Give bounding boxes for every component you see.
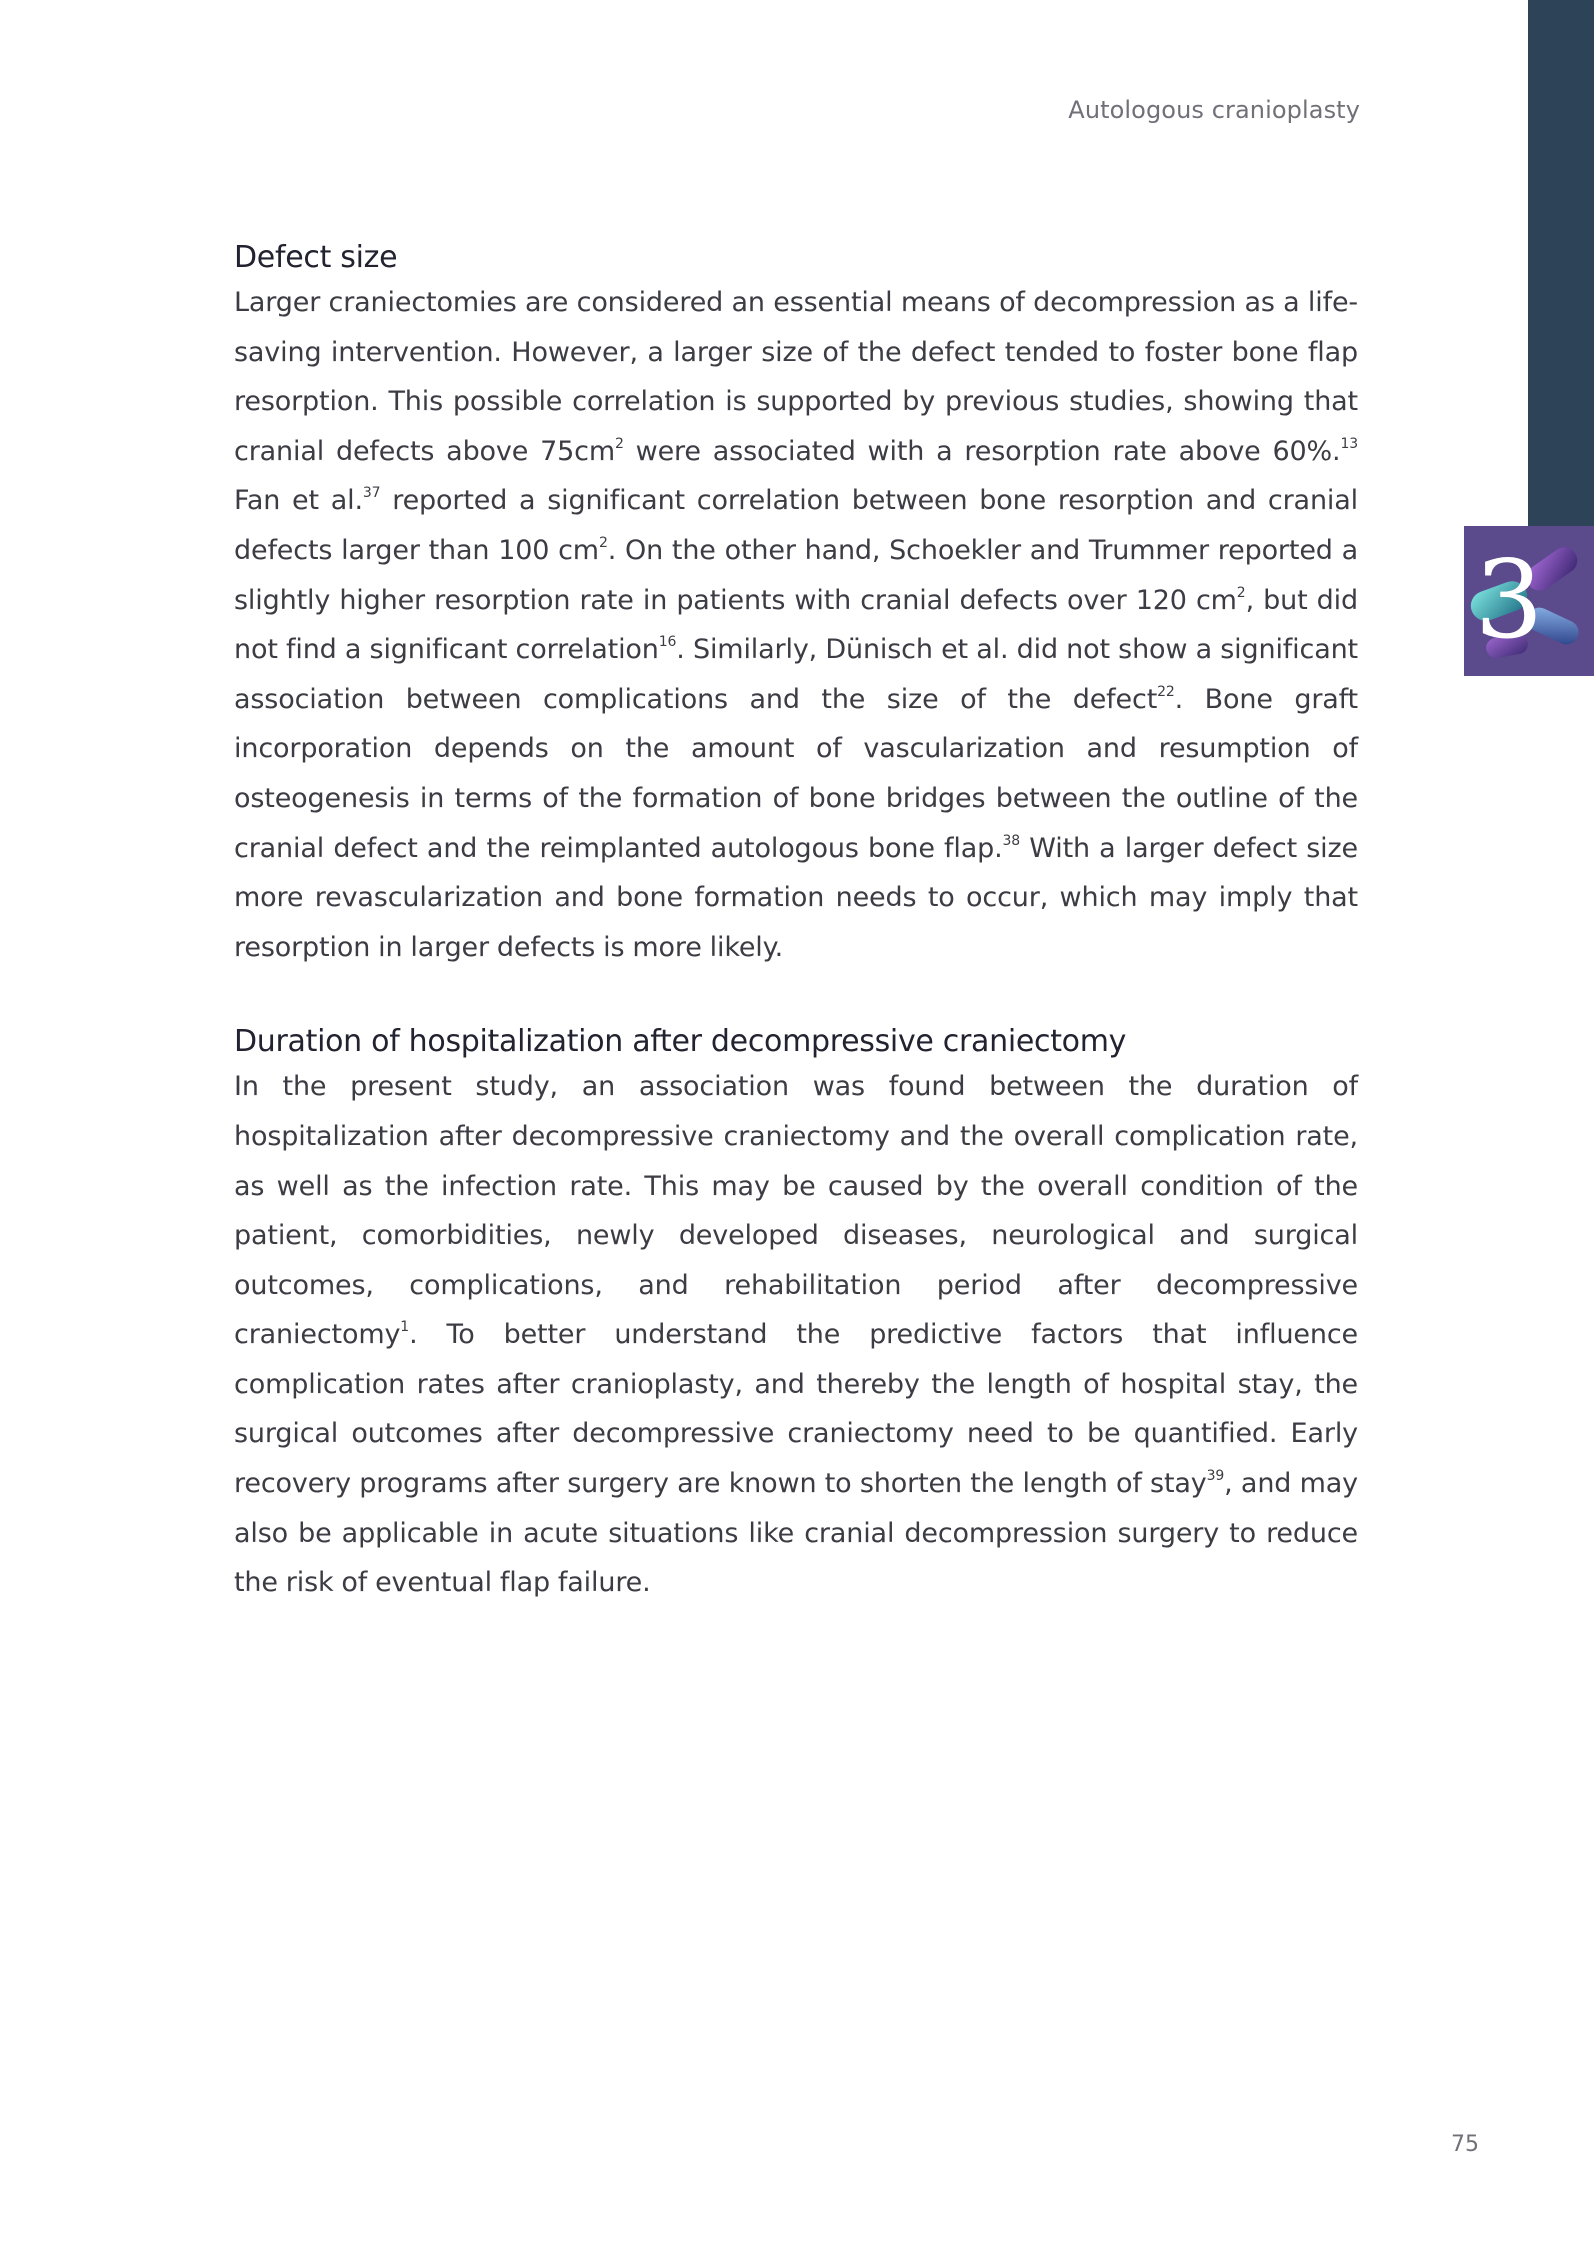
- body-paragraph: Larger craniectomies are considered an essential means of decompression as a life-saving intervention. However, a larger size of the defect tended to foster bone flap resorption. This possible correlation is supported by previous studies, showing that cranial defects above $75cm^2$ were associated with a resorption rate above 60%.$^{13}$ Fan et al.$^{37}$ reported a significant correlation between bone resorption and cranial defects larger than 100 $cm^2$. On the other hand, Schoekler and Trummer reported a slightly higher resorption rate in patients with cranial defects over 120 $cm^2$, but did not find a significant correlation$^{16}$. Similarly, Dünisch et al. did not show a significant association between complications and the size of the defect$^{22}$. Bone graft incorporation depends on the amount of vascularization and resumption of osteogenesis in terms of the formation of bone bridges between the outline of the cranial defect and the reimplanted autologous bone flap.$^{38}$ With a larger defect size more revascularization and bone formation needs to occur, which may imply that resorption in larger defects is more likely.: [234, 287, 1359, 963]
- citation-ref: 16: [658, 634, 677, 651]
- citation-ref: 22: [1157, 683, 1175, 700]
- chapter-side-bar: [1528, 0, 1594, 526]
- main-content: [234, 238, 1358, 1608]
- superscript: 2: [615, 435, 624, 452]
- running-header: Autologous cranioplasty: [1068, 96, 1360, 124]
- citation-ref: 37: [362, 485, 381, 502]
- chapter-tab: [1464, 526, 1594, 676]
- page-number: 75: [1451, 2132, 1479, 2157]
- chapter-number: 3: [1474, 538, 1544, 663]
- citation-ref: 38: [1002, 832, 1021, 849]
- section-defect-size: [234, 238, 1358, 972]
- section-heading: Duration of hospitalization after decompressive craniectomy: [234, 1024, 1127, 1060]
- citation-ref: 1: [400, 1319, 410, 1336]
- superscript: 2: [1236, 584, 1246, 601]
- citation-ref: 39: [1206, 1468, 1225, 1485]
- body-paragraph: In the present study, an association was found between the duration of hospitalization after decompressive craniectomy and the overall complication rate, as well as the infection rate. This may be caused by the overall condition of the patient, comorbidities, newly developed diseases, neurological and surgical outcomes, complications, and rehabilitation period after decompressive craniectomy$^1$. To better understand the predictive factors that influence complication rates after cranioplasty, and thereby the length of hospital stay, the surgical outcomes after decompressive craniectomy need to be quantified. Early recovery programs after surgery are known to shorten the length of stay$^{39}$, and may also be applicable in acute situations like cranial decompression surgery to reduce the risk of eventual flap failure.: [234, 1071, 1358, 1599]
- section-hospitalization: [234, 1022, 1358, 1608]
- section-heading: Defect size: [234, 240, 398, 275]
- citation-ref: 13: [1340, 435, 1358, 452]
- superscript: 2: [598, 534, 608, 551]
